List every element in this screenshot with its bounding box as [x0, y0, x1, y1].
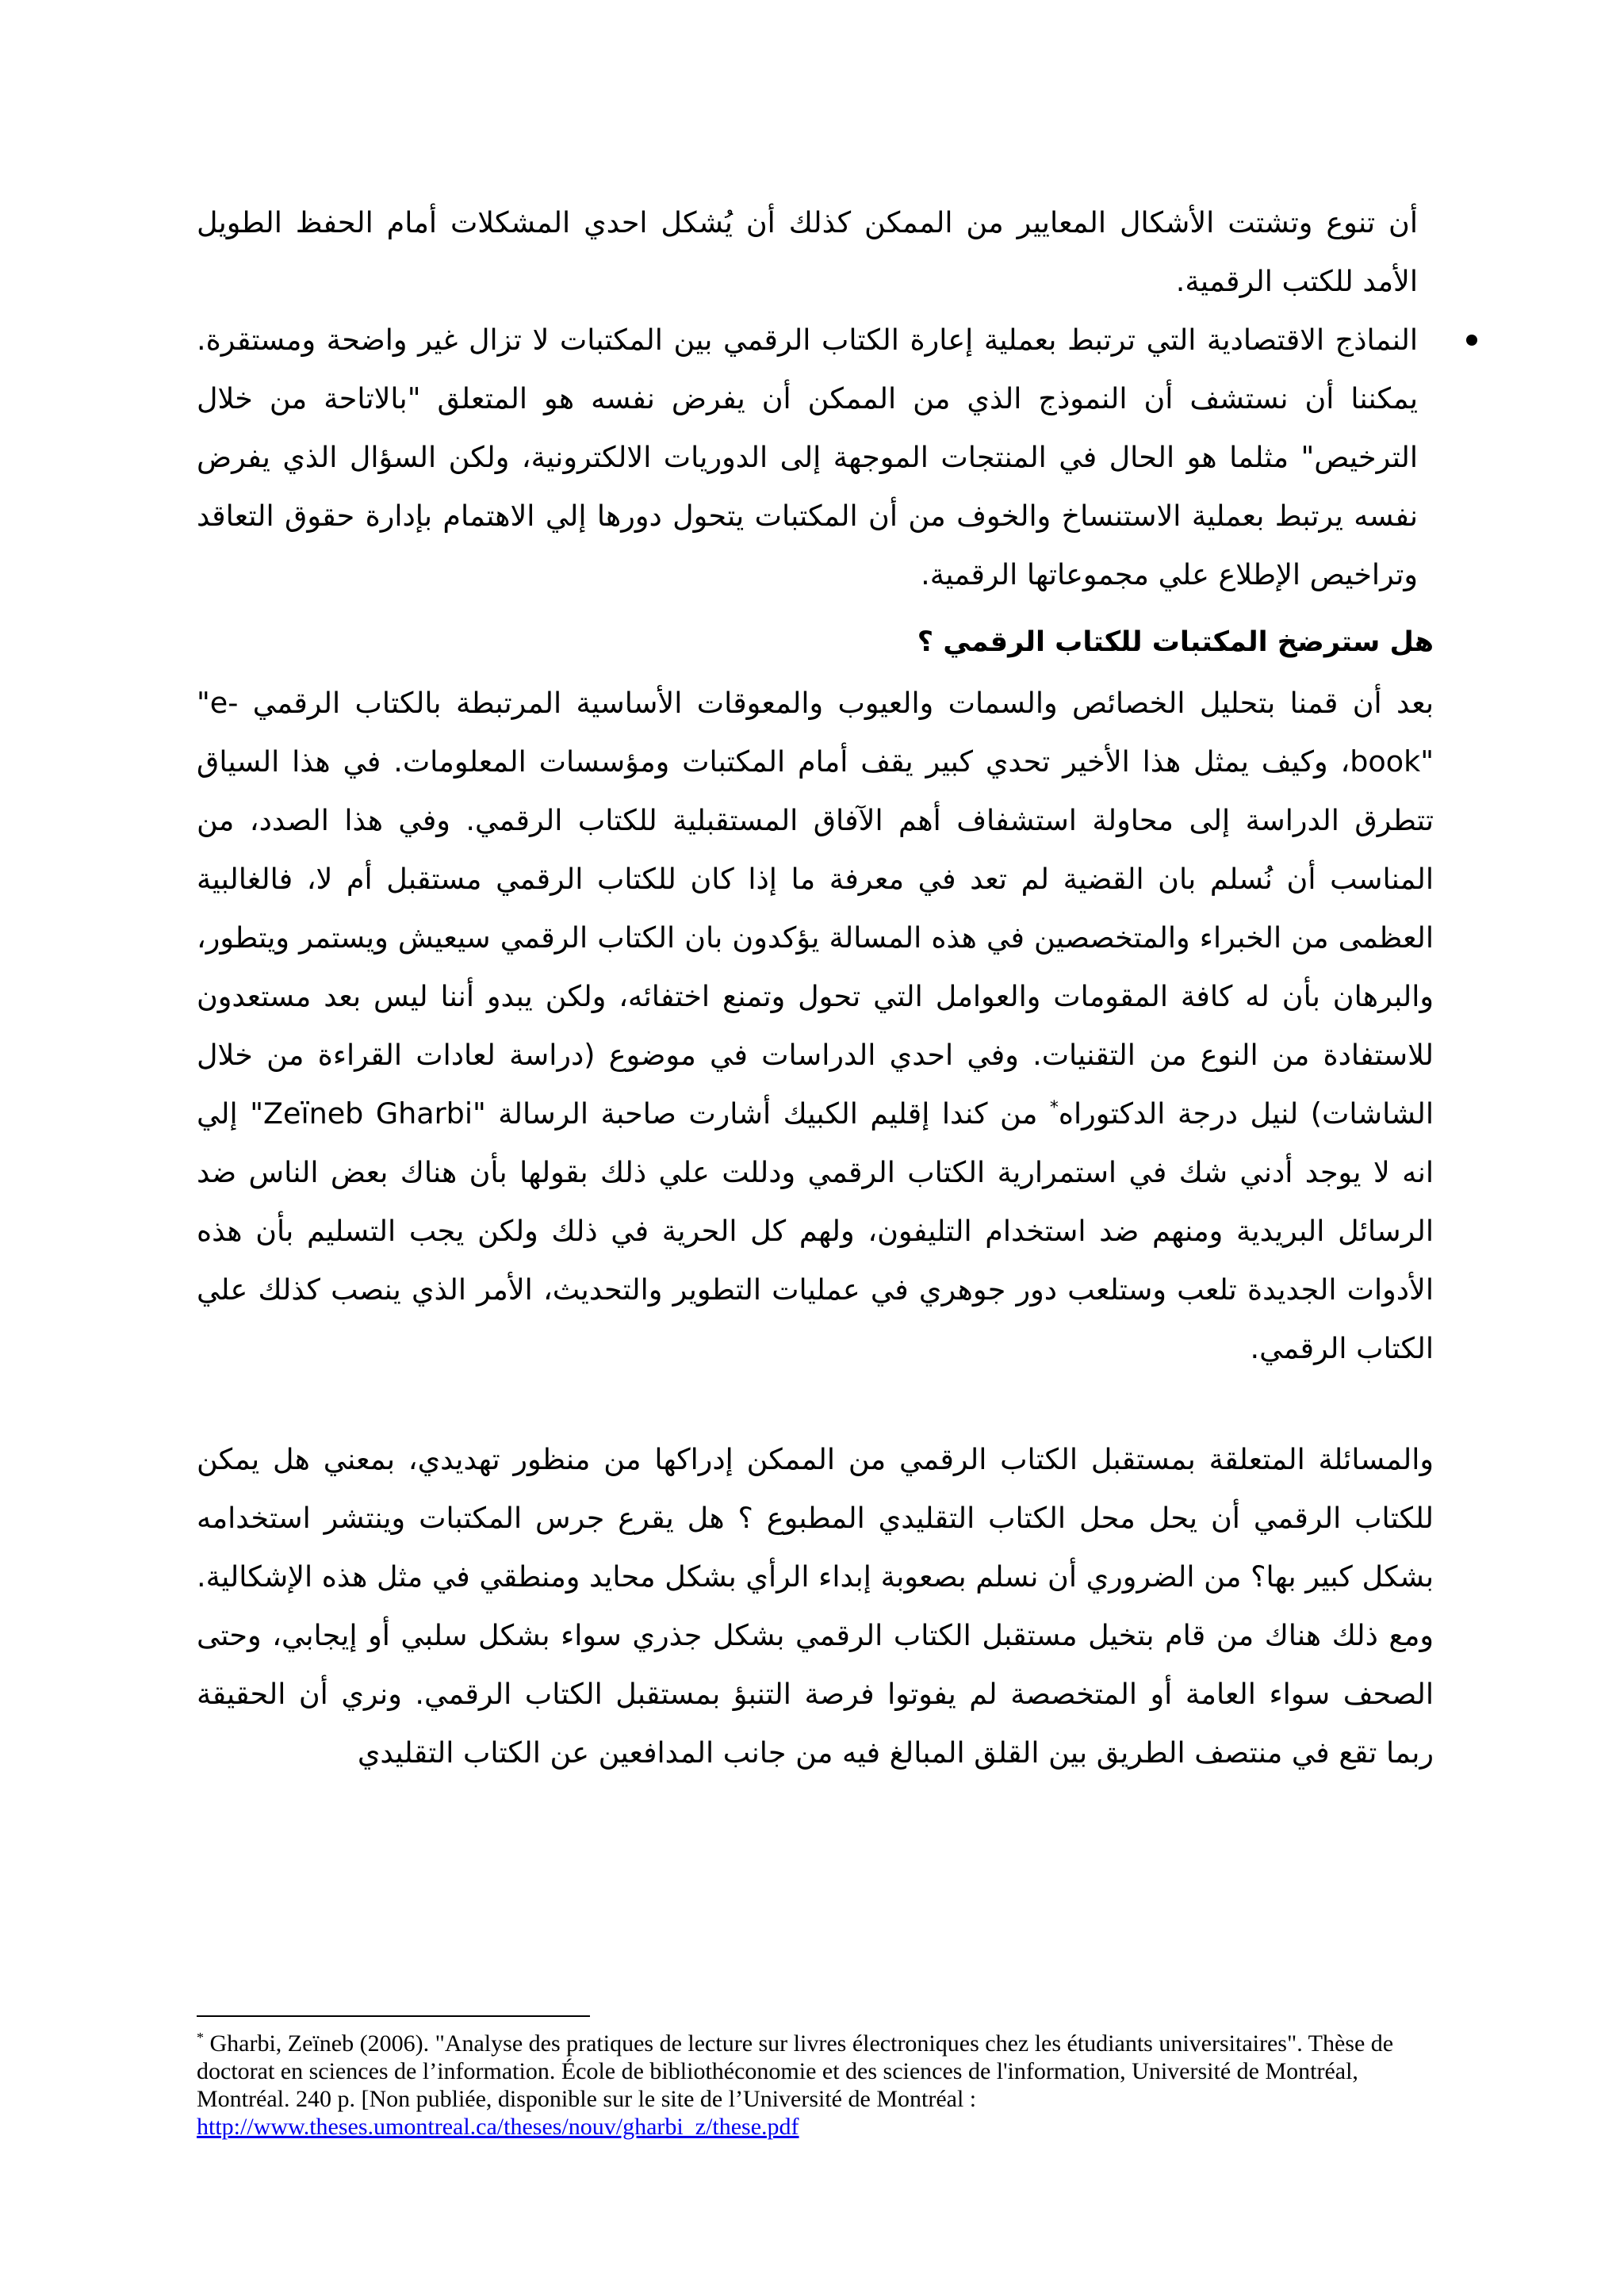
footnote-reference-mark[interactable]: * [1049, 1097, 1059, 1118]
body-text-part-2: ، وكيف يمثل هذا الأخير تحدي كبير يقف أمام المكتبات ومؤسسات المعلومات. في هذا السياق تتطرق الدراسة إلى محاولة استشفاف أهم الآفاق المستقبلية للكتاب الرقمي. وفي هذا الصدد، من المناسب أن نُسلم بان القضية لم تعد في معرفة ما إذا كان للكتاب الرقمي مستقبل أم لا، فالغالبية العظمى من الخبراء والمتخصصين في هذه المسالة يؤكدون بان الكتاب الرقمي سيعيش ويستمر ويتطور، والبرهان بأن له كافة المقومات والعوامل التي تحول وتمنع اختفائه، ولكن يبدو أننا ليس بعد مستعدون للاستفادة من النوع من التقنيات. وفي احدي الدراسات في موضوع (دراسة لعادات القراءة من خلال الشاشات) لنيل درجة الدكتوراه [197, 744, 1434, 1131]
bullet-list [197, 311, 1434, 604]
body-text-part-1: بعد أن قمنا بتحليل الخصائص والسمات والعيوب والمعوقات الأساسية المرتبطة بالكتاب الرقمي [238, 686, 1434, 720]
main-body-paragraph [197, 674, 1434, 1378]
bullet-item-economic-models [197, 311, 1434, 604]
second-body-paragraph: والمسائلة المتعلقة بمستقبل الكتاب الرقمي من الممكن إدراكها من منظور تهديدي، بمعني هل يمكن للكتاب الرقمي أن يحل محل الكتاب التقليدي المطبوع ؟ هل يقرع جرس المكتبات وينتشر استخدامه بشكل كبير بها؟ من الضروري أن نسلم بصعوبة إبداء الرأي بشكل محايد ومنطقي في مثل هذه الإشكالية. ومع ذلك هناك من قام بتخيل مستقبل الكتاب الرقمي بشكل جذري سواء بشكل سلبي أو إيجابي، وحتى الصحف سواء العامة أو المتخصصة لم يفوتوا فرصة التنبؤ بمستقبل الكتاب الرقمي. ونري أن الحقيقة ربما تقع في منتصف الطريق بين القلق المبالغ فيه من جانب المدافعين عن الكتاب التقليدي [197, 1442, 1434, 1770]
section-heading: هل سترضخ المكتبات للكتاب الرقمي ؟ [917, 626, 1434, 658]
bullet-point-icon [1466, 335, 1477, 346]
author-name: "Zeïneb Gharbi" [250, 1096, 486, 1131]
document-page [197, 193, 1434, 1782]
footnote-thesis-link[interactable]: http://www.theses.umontreal.ca/theses/nouv/gharbi_z/these.pdf [197, 2114, 799, 2140]
intro-continuation-paragraph: أن تنوع وتشتت الأشكال المعايير من الممكن كذلك أن يُشكل احدي المشكلات أمام الحفظ الطويل الأمد للكتب الرقمية. [197, 205, 1418, 298]
footnote-mark: * [197, 2030, 204, 2045]
paragraph-gap [197, 1378, 1434, 1430]
body-text-part-3: من كندا إقليم الكبيك أشارت صاحبة الرسالة [485, 1096, 1050, 1131]
ebook-term: "e-book" [197, 686, 1434, 779]
bullet-text: النماذج الاقتصادية التي ترتبط بعملية إعارة الكتاب الرقمي بين المكتبات لا تزال غير واضحة ومستقرة. يمكننا أن نستشف أن النموذج الذي من الممكن أن يفرض نفسه هو المتعلق "بالاتاحة من خلال الترخيص" مثلما هو الحال في المنتجات الموجهة إلى الدوريات الالكترونية، ولكن السؤال الذي يفرض نفسه يرتبط بعملية الاستنساخ والخوف من أن المكتبات يتحول دورها إلي الاهتمام بإدارة حقوق التعاقد وتراخيص الإطلاع علي مجموعاتها الرقمية. [197, 323, 1418, 591]
footnote [197, 2030, 1418, 2141]
footnote-citation-text: Gharbi, Zeïneb (2006). "Analyse des pratiques de lecture sur livres électroniques chez les étudiants universitaires". Thèse de doctorat en sciences de l’information. École de bibliothéconomie et des sciences de l'information, Université de Montréal, Montréal. 240 p. [Non publiée, disponible sur le site de l’Université de Montréal : [197, 2030, 1394, 2112]
body-text-part-4: إلي انه لا يوجد أدني شك في استمرارية الكتاب الرقمي ودللت علي ذلك بقولها بأن هناك بعض الناس ضد الرسائل البريدية ومنهم ضد استخدام التليفون، ولهم كل الحرية في ذلك ولكن يجب التسليم بأن هذه الأدوات الجديدة تلعب وستلعب دور جوهري في عمليات التطوير والتحديث، الأمر الذي ينصب كذلك علي الكتاب الرقمي. [197, 1096, 1434, 1365]
footnote-separator [197, 2015, 590, 2017]
